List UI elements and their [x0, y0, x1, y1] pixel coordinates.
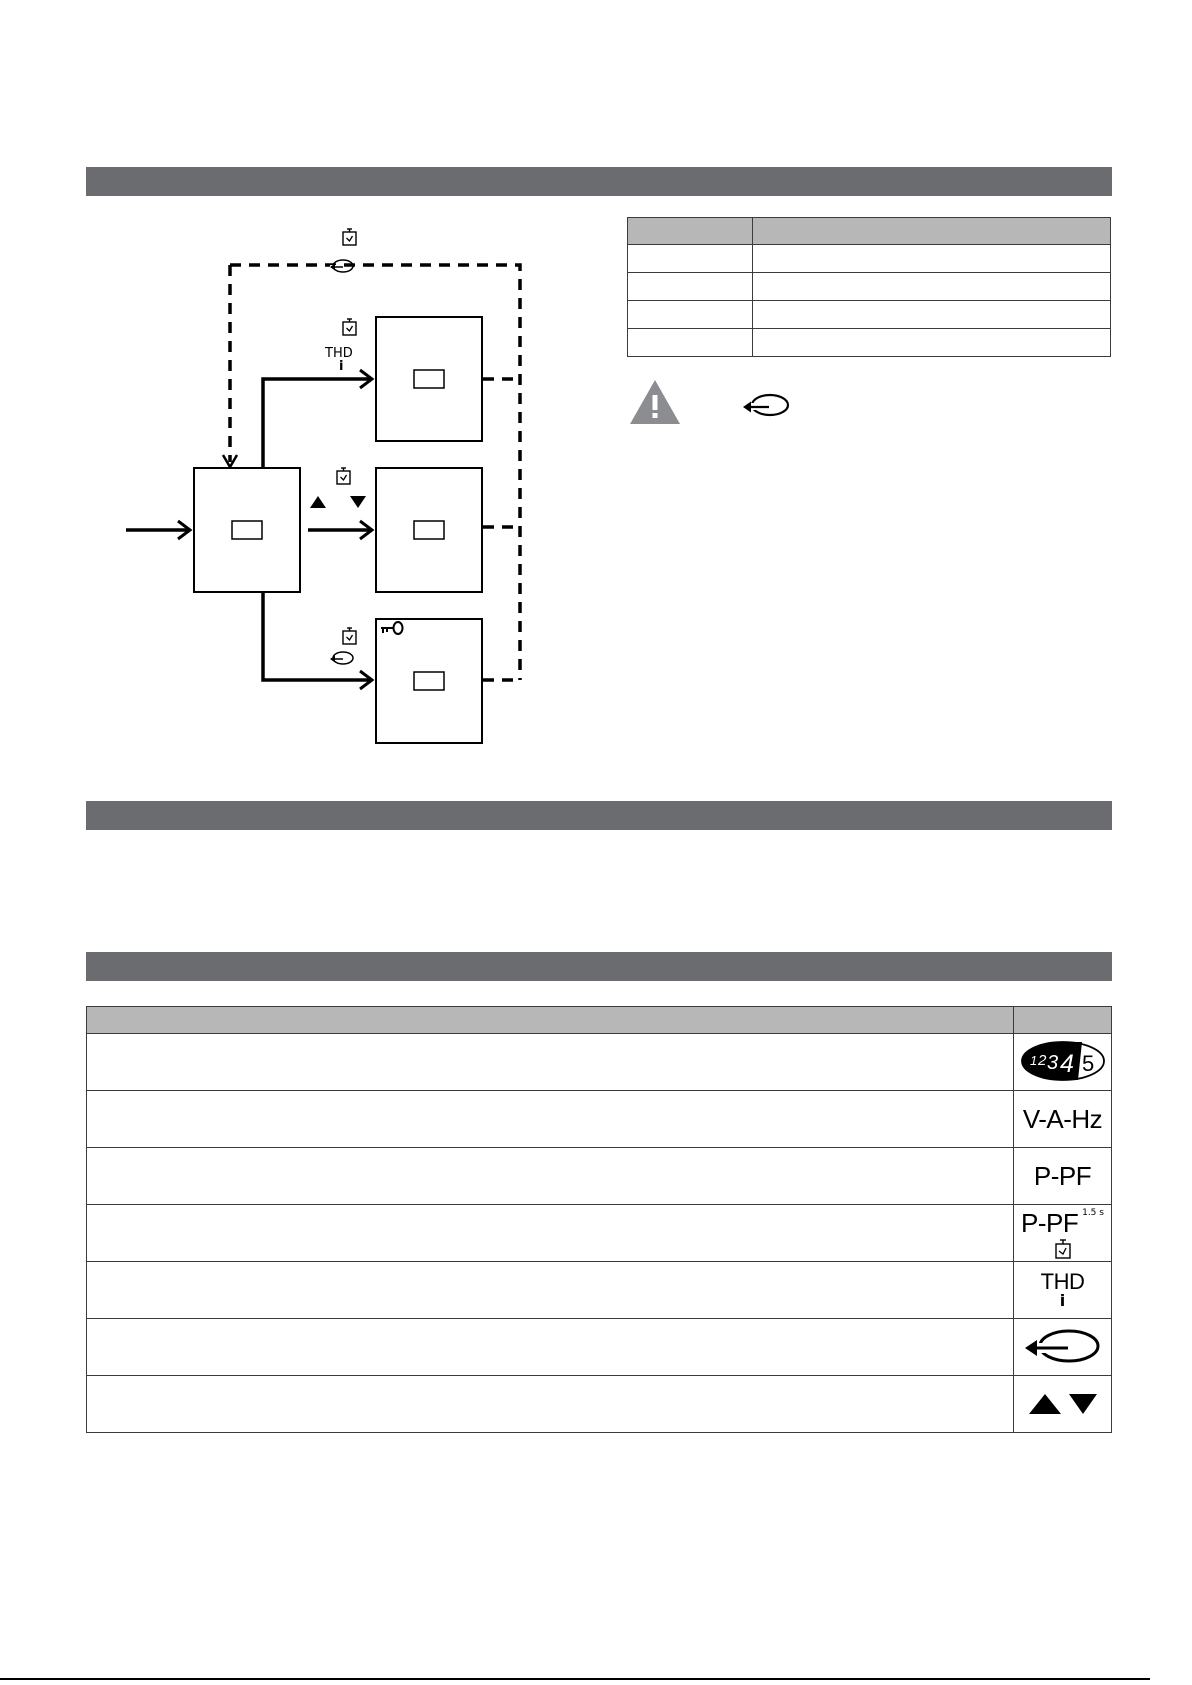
table-cell [628, 329, 753, 357]
timer-icon [343, 319, 356, 335]
table-cell [753, 329, 1111, 357]
p-pf-key-label: P-PF [1021, 1207, 1079, 1238]
locked-screen-box [376, 619, 482, 743]
table-header-cell [628, 218, 753, 245]
table-cell [753, 245, 1111, 273]
footer-rule [0, 1678, 1150, 1680]
table-header-cell [87, 1007, 1014, 1034]
setting-screen-box [376, 468, 482, 592]
menu-flow-diagram [100, 215, 560, 755]
table-cell [87, 1034, 1014, 1091]
table-row [87, 1148, 1112, 1205]
table-row [87, 1205, 1112, 1262]
down-arrow-icon [350, 496, 366, 508]
table-row [87, 1262, 1112, 1319]
thd-key-label: THD [1040, 1269, 1085, 1294]
table-cell [628, 245, 753, 273]
table-cell [87, 1148, 1014, 1205]
main-screen-box [194, 468, 300, 592]
section-header-bar-2 [86, 801, 1112, 830]
table-cell [87, 1205, 1014, 1262]
table-row [87, 1091, 1112, 1148]
table-row [628, 329, 1111, 357]
warning-icon [628, 378, 682, 426]
section-header-bar-3 [86, 952, 1112, 981]
info-icon: i [1059, 1291, 1066, 1310]
p-pf-key-label: P-PF [1033, 1160, 1092, 1191]
table-cell [87, 1091, 1014, 1148]
table-cell [87, 1319, 1014, 1376]
timer-icon [343, 628, 356, 644]
parameter-table [627, 217, 1111, 357]
info-screen-box [376, 317, 482, 441]
table-row [628, 301, 1111, 329]
table-cell [753, 301, 1111, 329]
table-cell [628, 273, 753, 301]
table-row [87, 1034, 1112, 1091]
up-arrow-icon [310, 496, 326, 508]
key-function-table [86, 1006, 1112, 1433]
svg-text:3: 3 [1046, 1051, 1058, 1074]
svg-text:5: 5 [1081, 1050, 1094, 1076]
table-cell [753, 273, 1111, 301]
svg-text:2: 2 [1037, 1051, 1046, 1069]
table-cell [87, 1376, 1014, 1433]
timer-icon [1055, 1239, 1071, 1259]
table-row [628, 273, 1111, 301]
table-header-cell [753, 218, 1111, 245]
return-icon [742, 392, 792, 418]
return-icon [330, 652, 353, 664]
timer-icon [343, 229, 356, 245]
table-cell [87, 1262, 1014, 1319]
display-12345-icon [1020, 1039, 1106, 1083]
thd-label: THD [325, 346, 353, 361]
table-cell [628, 301, 753, 329]
section-header-bar-1 [86, 167, 1112, 196]
return-icon [1023, 1326, 1103, 1366]
table-row [628, 245, 1111, 273]
svg-text:1: 1 [1029, 1052, 1037, 1068]
table-header-cell [1014, 1007, 1112, 1034]
info-label: i [339, 359, 344, 374]
table-row [87, 1376, 1112, 1433]
timer-icon [337, 468, 350, 484]
table-row [87, 1319, 1112, 1376]
v-a-hz-key-label: V-A-Hz [1022, 1103, 1103, 1134]
up-down-arrows-icon [1023, 1388, 1103, 1418]
svg-text:4: 4 [1059, 1049, 1074, 1078]
hold-duration-label: 1.5 s [1082, 1207, 1104, 1218]
